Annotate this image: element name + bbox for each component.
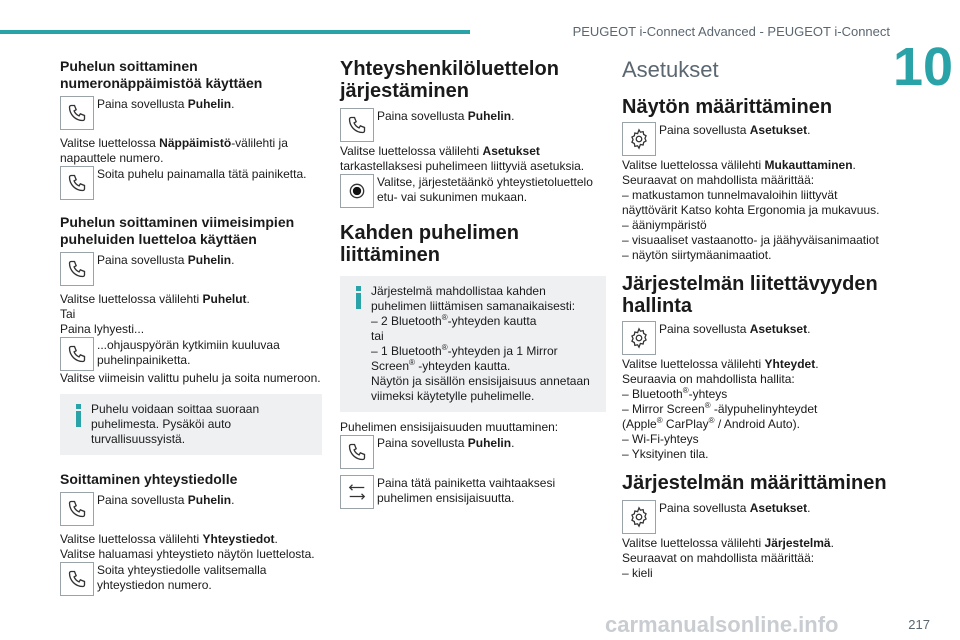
column-3 bbox=[622, 58, 890, 581]
paragraph-text: Valitse luettelossa välilehti bbox=[60, 292, 203, 306]
step-press-phone-app bbox=[340, 435, 606, 469]
chapter-number: 10 bbox=[893, 37, 954, 97]
app-name: Puhelin bbox=[187, 493, 232, 507]
step-text: Paina sovellusta bbox=[97, 493, 188, 507]
app-name: Puhelin bbox=[187, 97, 232, 111]
registered-mark: ® bbox=[409, 358, 415, 367]
tab-name: Asetukset bbox=[482, 144, 540, 158]
section-title-connectivity: Järjestelmän liitettävyyden hallinta bbox=[622, 273, 878, 317]
info-text: -yhteyden kautta bbox=[447, 314, 537, 328]
phone-icon bbox=[60, 562, 94, 596]
section-title-recent-calls: Puhelun soittaminen viimeisimpien puheluiden luetteloa käyttäen bbox=[60, 214, 295, 247]
step-press-phone-app bbox=[60, 492, 322, 526]
step-text: Paina sovellusta bbox=[377, 436, 468, 450]
info-box bbox=[60, 394, 322, 455]
tab-name: Yhteystiedot bbox=[202, 532, 275, 546]
list-item: – matkustamon tunnelmavaloihin liittyvät näyttövärit Katso kohta Ergonomia ja mukavuus. bbox=[622, 188, 880, 217]
paragraph bbox=[622, 536, 890, 551]
paragraph bbox=[340, 144, 606, 174]
step-press-settings-app bbox=[622, 500, 890, 534]
step-text: Paina sovellusta bbox=[659, 501, 750, 515]
period: . bbox=[231, 253, 235, 267]
paragraph bbox=[60, 532, 322, 547]
paragraph-text: Valitse luettelossa välilehti bbox=[60, 532, 203, 546]
app-name: Asetukset bbox=[749, 322, 808, 336]
step-press-phone-app bbox=[60, 252, 322, 286]
tab-name: Näppäimistö bbox=[159, 136, 232, 150]
step-swap-phone bbox=[340, 475, 606, 509]
paragraph: Tai bbox=[60, 307, 76, 321]
info-text: -yhteyden kautta. bbox=[414, 359, 511, 373]
step-text: ...ohjauspyörän kytkimiin kuuluvaa puhelinpainiketta. bbox=[97, 338, 280, 367]
app-name: Asetukset bbox=[749, 123, 808, 137]
chapter-section-title: Asetukset bbox=[622, 57, 719, 82]
section-title-two-phones: Kahden puhelimen liittäminen bbox=[340, 222, 519, 266]
app-name: Puhelin bbox=[467, 109, 512, 123]
paragraph: Paina lyhyesti... bbox=[60, 322, 145, 336]
info-text: Puhelu voidaan soittaa suoraan puhelimesta. Pysäköi auto turvallisuussyistä. bbox=[91, 402, 260, 446]
page-header-title: PEUGEOT i-Connect Advanced - PEUGEOT i-Connect bbox=[572, 24, 890, 39]
paragraph-text: Valitse luettelossa välilehti bbox=[622, 158, 765, 172]
registered-mark: ® bbox=[704, 401, 711, 410]
list-item bbox=[622, 417, 890, 432]
app-name: Puhelin bbox=[187, 253, 232, 267]
gear-icon bbox=[622, 500, 656, 534]
info-text: – 2 Bluetooth bbox=[371, 314, 442, 328]
list-item bbox=[622, 402, 890, 417]
step-text: Valitse, järjestetäänkö yhteystietoluettelo etu- vai sukunimen mukaan. bbox=[377, 175, 593, 204]
step-text: Paina sovellusta bbox=[659, 322, 750, 336]
section-title-keypad-call: Puhelun soittaminen numeronäppäimistöä käyttäen bbox=[60, 58, 263, 91]
registered-mark: ® bbox=[682, 386, 689, 395]
info-line bbox=[371, 314, 596, 329]
info-line: Järjestelmä mahdollistaa kahden puhelimen liittämisen samanaikaisesti: bbox=[371, 284, 576, 313]
step-sort-option bbox=[340, 174, 606, 208]
period: . bbox=[807, 322, 811, 336]
paragraph bbox=[622, 158, 890, 173]
list-text: / Android Auto). bbox=[714, 417, 800, 431]
registered-mark: ® bbox=[441, 313, 448, 322]
paragraph-text: . bbox=[830, 536, 834, 550]
step-select-number bbox=[60, 562, 322, 596]
tab-name: Puhelut bbox=[202, 292, 247, 306]
gear-icon bbox=[622, 321, 656, 355]
paragraph: Seuraavia on mahdollista hallita: bbox=[622, 372, 795, 386]
period: . bbox=[511, 436, 515, 450]
list-item bbox=[622, 387, 890, 402]
paragraph-text: Valitse luettelossa välilehti bbox=[340, 144, 483, 158]
step-press-phone-app bbox=[60, 96, 322, 130]
phone-app-icon bbox=[340, 435, 374, 469]
period: . bbox=[511, 109, 515, 123]
list-text: CarPlay bbox=[662, 417, 709, 431]
section-title-display-settings: Näytön määrittäminen bbox=[622, 96, 833, 118]
step-text: Paina sovellusta bbox=[97, 253, 188, 267]
period: . bbox=[807, 123, 811, 137]
step-call-button bbox=[60, 166, 322, 200]
paragraph: Seuraavat on mahdollista määrittää: bbox=[622, 551, 815, 565]
step-text: Paina sovellusta bbox=[377, 109, 468, 123]
step-text: Paina sovellusta bbox=[97, 97, 188, 111]
info-icon bbox=[350, 284, 366, 404]
paragraph-text: Valitse luettelossa välilehti bbox=[622, 357, 765, 371]
step-press-settings-app bbox=[622, 321, 890, 355]
radio-button-icon bbox=[340, 174, 374, 208]
step-text: Paina tätä painiketta vaihtaaksesi puhelimen ensisijaisuutta. bbox=[377, 476, 556, 505]
list-item: – Yksityinen tila. bbox=[622, 447, 709, 461]
watermark: carmanualsonline.info bbox=[605, 612, 839, 637]
column-1 bbox=[60, 58, 322, 596]
info-line: Näytön ja sisällön ensisijaisuus annetaan viimeksi käytetylle puhelimelle. bbox=[371, 374, 590, 403]
paragraph: Seuraavat on mahdollista määrittää: bbox=[622, 173, 815, 187]
info-text: – 1 Bluetooth bbox=[371, 344, 442, 358]
info-line bbox=[371, 344, 596, 374]
gear-icon bbox=[622, 122, 656, 156]
list-text: – Bluetooth bbox=[622, 387, 683, 401]
list-text: – Mirror Screen bbox=[622, 402, 705, 416]
section-title-sort-contacts: Yhteyshenkilöluettelon järjestäminen bbox=[340, 58, 559, 102]
app-name: Asetukset bbox=[749, 501, 808, 515]
step-press-phone-app bbox=[340, 108, 606, 142]
phone-app-icon bbox=[60, 252, 94, 286]
phone-app-icon bbox=[340, 108, 374, 142]
app-name: Puhelin bbox=[467, 436, 512, 450]
list-item: – ääniympäristö bbox=[622, 218, 707, 232]
paragraph-text: . bbox=[852, 158, 856, 172]
header-accent-bar bbox=[0, 30, 470, 34]
phone-app-icon bbox=[60, 492, 94, 526]
list-text: -yhteys bbox=[688, 387, 728, 401]
paragraph: Puhelimen ensisijaisuuden muuttaminen: bbox=[340, 420, 559, 434]
info-box bbox=[340, 276, 606, 412]
list-text: (Apple bbox=[622, 417, 657, 431]
info-line: tai bbox=[371, 329, 384, 343]
registered-mark: ® bbox=[441, 343, 448, 352]
info-icon bbox=[70, 402, 86, 447]
paragraph bbox=[622, 357, 890, 372]
registered-mark: ® bbox=[708, 416, 715, 425]
paragraph: Valitse haluamasi yhteystieto näytön luettelosta. bbox=[60, 547, 315, 561]
paragraph-text: . bbox=[274, 532, 278, 546]
paragraph bbox=[60, 136, 322, 166]
paragraph-text: Valitse luettelossa välilehti bbox=[622, 536, 765, 550]
paragraph-text: . bbox=[246, 292, 250, 306]
tab-name: Yhteydet bbox=[764, 357, 816, 371]
period: . bbox=[231, 493, 235, 507]
list-item: – näytön siirtymäanimaatiot. bbox=[622, 248, 772, 262]
tab-name: Järjestelmä bbox=[764, 536, 831, 550]
step-press-settings-app bbox=[622, 122, 890, 156]
period: . bbox=[807, 501, 811, 515]
paragraph-text: tarkastellaksesi puhelimeen liittyviä asetuksia. bbox=[340, 159, 585, 173]
paragraph-text: Valitse luettelossa bbox=[60, 136, 160, 150]
period: . bbox=[231, 97, 235, 111]
paragraph: Valitse viimeisin valittu puhelu ja soita numeroon. bbox=[60, 371, 321, 385]
registered-mark: ® bbox=[656, 416, 663, 425]
paragraph-text: -välilehti ja napauttele numero. bbox=[60, 136, 288, 165]
step-text: Soita puhelu painamalla tätä painiketta. bbox=[97, 167, 307, 181]
info-text: -yhteyden ja 1 Mirror Screen bbox=[371, 344, 558, 373]
step-text: Soita yhteystiedolle valitsemalla yhteystiedon numero. bbox=[97, 563, 267, 592]
column-2 bbox=[340, 58, 606, 509]
phone-icon bbox=[60, 166, 94, 200]
step-steering-button bbox=[60, 337, 322, 371]
list-item: – kieli bbox=[622, 566, 653, 580]
paragraph bbox=[60, 292, 322, 307]
paragraph-text: . bbox=[815, 357, 819, 371]
phone-app-icon bbox=[60, 96, 94, 130]
phone-icon bbox=[60, 337, 94, 371]
list-item: – visuaaliset vastaanotto- ja jäähyväisanimaatiot bbox=[622, 233, 879, 247]
section-title-system-settings: Järjestelmän määrittäminen bbox=[622, 472, 887, 494]
tab-name: Mukauttaminen bbox=[764, 158, 853, 172]
step-text: Paina sovellusta bbox=[659, 123, 750, 137]
page-number: 217 bbox=[908, 617, 930, 632]
swap-arrows-icon bbox=[340, 475, 374, 509]
section-title-call-contact: Soittaminen yhteystiedolle bbox=[60, 471, 238, 487]
list-text: -älypuhelinyhteydet bbox=[710, 402, 818, 416]
list-item: – Wi-Fi-yhteys bbox=[622, 432, 699, 446]
